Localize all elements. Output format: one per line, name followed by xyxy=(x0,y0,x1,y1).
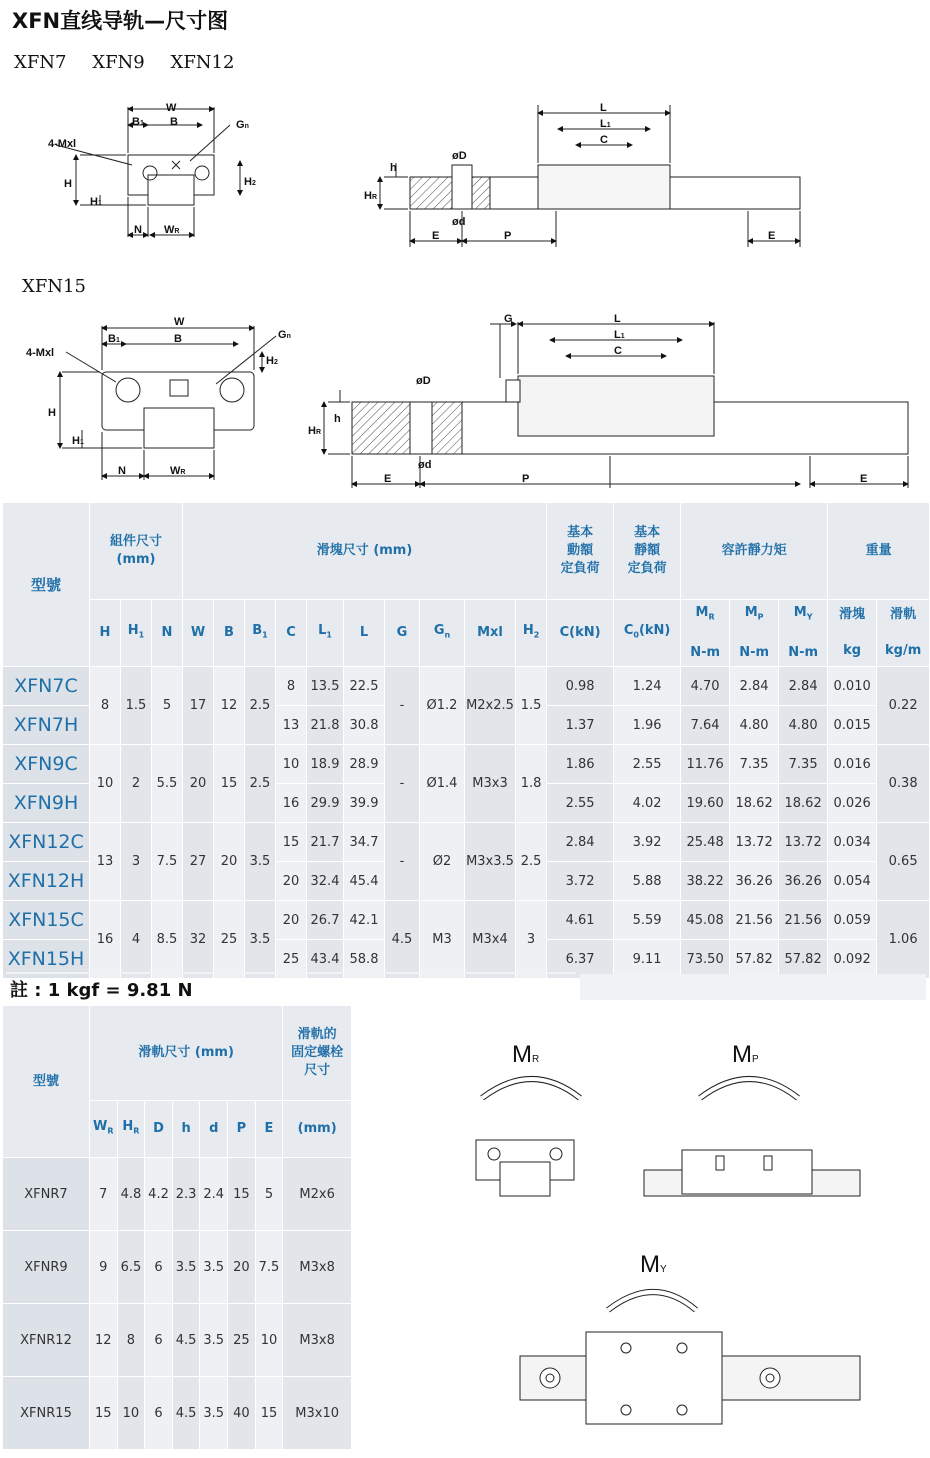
dim-N-label: N xyxy=(134,224,142,236)
rail-header-HR: $H_R$ xyxy=(118,1101,145,1157)
table-cell: 2 xyxy=(121,745,151,822)
header-col-L: L xyxy=(344,600,384,666)
table-cell: 4.8 xyxy=(118,1158,145,1230)
header-block-dims: 滑塊尺寸 (mm) xyxy=(183,503,546,599)
table-cell: 58.8 xyxy=(344,940,384,978)
table-cell: 1.24 xyxy=(614,667,680,705)
table-cell: 1.5 xyxy=(516,667,546,744)
table-cell: 21.56 xyxy=(730,901,778,939)
table-cell: 0.092 xyxy=(828,940,876,978)
dim-L1-label: L1 xyxy=(600,118,611,130)
header-col-MR: $M_R$ N-m xyxy=(681,600,729,666)
table-cell: 1.96 xyxy=(614,706,680,744)
table-cell: 7 xyxy=(90,1158,117,1230)
table-cell: 15 xyxy=(90,1377,117,1449)
table-cell: M3x4 xyxy=(465,901,515,978)
rail-header-P: P xyxy=(228,1101,255,1157)
table-cell: 3 xyxy=(121,823,151,900)
header-col-C: C xyxy=(276,600,306,666)
table-cell: 25 xyxy=(214,901,244,978)
table-cell: 4 xyxy=(121,901,151,978)
table-cell: 0.015 xyxy=(828,706,876,744)
table-cell: 45.08 xyxy=(681,901,729,939)
table-cell: 15 xyxy=(276,823,306,861)
header-col-rail-weight: 滑軌 kg/m xyxy=(877,600,929,666)
dim-phiD-label: øD xyxy=(416,375,431,387)
table-cell: 13.72 xyxy=(730,823,778,861)
table-cell: 1.06 xyxy=(877,901,929,978)
table-cell: 0.38 xyxy=(877,745,929,822)
table-cell: 57.82 xyxy=(730,940,778,978)
table-cell: 16 xyxy=(90,901,120,978)
table-cell: 13.72 xyxy=(779,823,827,861)
block-top-icon xyxy=(520,1332,860,1424)
table-cell: 5.59 xyxy=(614,901,680,939)
header-col-H2: $H_2$ xyxy=(516,600,546,666)
table-cell: M3 xyxy=(420,901,464,978)
model-cell: XFNR7 xyxy=(3,1158,89,1230)
table-cell: 6.37 xyxy=(547,940,613,978)
table-cell: 1.37 xyxy=(547,706,613,744)
header-dynamic-load: 基本 動額 定負荷 xyxy=(547,503,613,599)
header-col-block-weight: 滑塊 kg xyxy=(828,600,876,666)
table-cell: 36.26 xyxy=(730,862,778,900)
dim-phid-label: ød xyxy=(452,216,466,228)
table-cell: Ø1.2 xyxy=(420,667,464,744)
table-cell: 10 xyxy=(256,1304,283,1376)
table-cell: 21.8 xyxy=(307,706,343,744)
table-cell: 5.5 xyxy=(152,745,182,822)
rail-header-bolt-unit: (mm) xyxy=(283,1101,351,1157)
table-cell: 4.80 xyxy=(779,706,827,744)
header-weight: 重量 xyxy=(828,503,929,599)
model-cell: XFN7C xyxy=(3,667,89,705)
table-cell: 22.5 xyxy=(344,667,384,705)
table-cell: 10 xyxy=(90,745,120,822)
model-cell: XFN9H xyxy=(3,784,89,822)
moment-diagrams xyxy=(460,1030,880,1440)
table-cell: 2.5 xyxy=(516,823,546,900)
table-cell: 28.9 xyxy=(344,745,384,783)
dim-E-label: E xyxy=(432,230,440,242)
header-col-B1: $B_1$ xyxy=(245,600,275,666)
dim-phiD-label: øD xyxy=(452,150,467,162)
table-cell: 39.9 xyxy=(344,784,384,822)
table-cell: 0.034 xyxy=(828,823,876,861)
dim-C-label: C xyxy=(600,134,608,146)
table-cell: 9.11 xyxy=(614,940,680,978)
header-model: 型號 xyxy=(3,503,89,666)
unit-note: 註 : 1 kgf = 9.81 N xyxy=(10,980,193,1001)
dim-L-label: L xyxy=(614,313,621,325)
rail-header-model: 型號 xyxy=(3,1006,89,1157)
table-cell: M3x3 xyxy=(465,745,515,822)
header-col-H1: $H_1$ xyxy=(121,600,151,666)
dim-B1-label: B1 xyxy=(132,116,144,128)
table-cell: 2.4 xyxy=(200,1158,227,1230)
header-col-H: H xyxy=(90,600,120,666)
header-col-G: G xyxy=(385,600,419,666)
table-cell: 45.4 xyxy=(344,862,384,900)
table-cell: - xyxy=(385,667,419,744)
table-cell: 2.3 xyxy=(173,1158,200,1230)
table-cell: 3.72 xyxy=(547,862,613,900)
header-col-L1: $L_1$ xyxy=(307,600,343,666)
rail-header-dims: 滑軌尺寸 (mm) xyxy=(90,1006,282,1100)
table-cell: 13 xyxy=(90,823,120,900)
table-cell: 11.76 xyxy=(681,745,729,783)
table-cell: M3x3.5 xyxy=(465,823,515,900)
moment-mp-label: MP xyxy=(732,1041,759,1068)
model-cell: XFN12C xyxy=(3,823,89,861)
model-cell: XFN9C xyxy=(3,745,89,783)
table-cell: Ø1.4 xyxy=(420,745,464,822)
table-cell: 0.65 xyxy=(877,823,929,900)
table-cell: 3 xyxy=(516,901,546,978)
table-cell: 20 xyxy=(276,901,306,939)
moment-mr-label: MR xyxy=(512,1041,540,1068)
table-cell: - xyxy=(385,745,419,822)
dim-H1-label: H1 xyxy=(72,435,84,447)
table-cell: 8 xyxy=(90,667,120,744)
table-cell: 10 xyxy=(118,1377,145,1449)
table-cell: 4.5 xyxy=(385,901,419,978)
header-assembly: 組件尺寸 (mm) xyxy=(90,503,182,599)
table-cell: 6 xyxy=(145,1377,172,1449)
rail-header-D: D xyxy=(145,1101,172,1157)
table-cell: 13.5 xyxy=(307,667,343,705)
table-row xyxy=(3,667,929,705)
table-cell: 3.92 xyxy=(614,823,680,861)
rail-table xyxy=(2,1005,352,1450)
side-view-diagram-small xyxy=(360,95,820,255)
model-cell: XFN12H xyxy=(3,862,89,900)
table-cell: 18.62 xyxy=(730,784,778,822)
table-cell: 16 xyxy=(276,784,306,822)
table-cell: 38.22 xyxy=(681,862,729,900)
dim-W-label: W xyxy=(166,102,177,114)
dim-P-label: P xyxy=(504,230,512,242)
table-cell: 12 xyxy=(90,1304,117,1376)
table-cell: 6 xyxy=(145,1231,172,1303)
table-cell: 4.5 xyxy=(173,1304,200,1376)
table-cell: 3.5 xyxy=(245,901,275,978)
table-cell: M2x6 xyxy=(283,1158,351,1230)
model-cell: XFN7H xyxy=(3,706,89,744)
table-cell: 0.026 xyxy=(828,784,876,822)
table-row xyxy=(3,1158,351,1230)
dim-Gn-label: Gn xyxy=(278,329,291,341)
header-col-MP: $M_P$ N-m xyxy=(730,600,778,666)
table-cell: 27 xyxy=(183,823,213,900)
table-cell: 8 xyxy=(276,667,306,705)
table-cell: 17 xyxy=(183,667,213,744)
table-cell: Ø2 xyxy=(420,823,464,900)
block-side-icon xyxy=(644,1150,860,1196)
dim-H2-label: H2 xyxy=(266,355,278,367)
table-row xyxy=(3,901,929,939)
rail-header-E: E xyxy=(256,1101,283,1157)
table-cell: 36.26 xyxy=(779,862,827,900)
dim-WR-label: WR xyxy=(170,465,186,477)
table-cell: 0.059 xyxy=(828,901,876,939)
spec-table xyxy=(2,502,930,979)
dim-H-label: H xyxy=(64,178,72,190)
table-cell: 0.22 xyxy=(877,667,929,744)
dim-HR-label: HR xyxy=(308,425,322,437)
dim-E-label: E xyxy=(768,230,776,242)
table-cell: 7.5 xyxy=(256,1231,283,1303)
table-cell: 6.5 xyxy=(118,1231,145,1303)
table-cell: 2.55 xyxy=(614,745,680,783)
dim-N-label: N xyxy=(118,465,126,477)
table-cell: 4.5 xyxy=(173,1377,200,1449)
dim-h-label: h xyxy=(334,413,341,425)
table-cell: 2.5 xyxy=(245,745,275,822)
table-cell: M3x8 xyxy=(283,1304,351,1376)
dim-H2-label: H2 xyxy=(244,176,256,188)
model-label: XFN15 xyxy=(22,276,86,297)
table-cell: 20 xyxy=(214,823,244,900)
table-cell: 0.010 xyxy=(828,667,876,705)
table-cell: 0.054 xyxy=(828,862,876,900)
model-label: XFN7 xyxy=(14,52,67,73)
table-cell: 4.02 xyxy=(614,784,680,822)
dim-HR-label: HR xyxy=(364,190,378,202)
header-col-MY: $M_Y$ N-m xyxy=(779,600,827,666)
table-cell: 21.56 xyxy=(779,901,827,939)
model-label: XFN12 xyxy=(170,52,235,73)
table-cell: 2.84 xyxy=(547,823,613,861)
header-col-Mxl: Mxl xyxy=(465,600,515,666)
table-cell: 43.4 xyxy=(307,940,343,978)
table-row xyxy=(3,1304,351,1376)
dim-Gn-label: Gn xyxy=(236,119,249,131)
table-cell: 10 xyxy=(276,745,306,783)
header-static-load: 基本 靜額 定負荷 xyxy=(614,503,680,599)
header-col-Gn: $G_n$ xyxy=(420,600,464,666)
table-cell: 7.35 xyxy=(779,745,827,783)
table-row xyxy=(3,1377,351,1449)
rail-header-h: h xyxy=(173,1101,200,1157)
header-col-Ckn: C(kN) xyxy=(547,600,613,666)
dim-phid-label: ød xyxy=(418,459,432,471)
dim-mxl-label: 4-Mxl xyxy=(48,138,77,150)
table-cell: 1.8 xyxy=(516,745,546,822)
dim-G-label: G xyxy=(504,313,513,325)
model-list-small xyxy=(14,52,254,73)
page-title: XFN直线导轨—尺寸图 xyxy=(12,9,229,33)
table-cell: 4.61 xyxy=(547,901,613,939)
table-cell: 5 xyxy=(152,667,182,744)
table-cell: 18.62 xyxy=(779,784,827,822)
table-cell: 7.64 xyxy=(681,706,729,744)
model-cell: XFNR12 xyxy=(3,1304,89,1376)
header-col-B: B xyxy=(214,600,244,666)
table-cell: 9 xyxy=(90,1231,117,1303)
table-cell: 3.5 xyxy=(245,823,275,900)
model-cell: XFN15H xyxy=(3,940,89,978)
table-cell: M2x2.5 xyxy=(465,667,515,744)
table-cell: 2.84 xyxy=(779,667,827,705)
table-cell: 26.7 xyxy=(307,901,343,939)
table-cell: 25 xyxy=(228,1304,255,1376)
table-cell: 19.60 xyxy=(681,784,729,822)
dim-B-label: B xyxy=(174,333,182,345)
table-cell: 32 xyxy=(183,901,213,978)
dim-B1-label: B1 xyxy=(108,333,120,345)
table-cell: 8.5 xyxy=(152,901,182,978)
table-cell: 42.1 xyxy=(344,901,384,939)
table-cell: 20 xyxy=(276,862,306,900)
note-row xyxy=(0,972,930,1002)
table-cell: M3x10 xyxy=(283,1377,351,1449)
table-row xyxy=(3,1231,351,1303)
table-cell: 2.84 xyxy=(730,667,778,705)
table-cell: M3x8 xyxy=(283,1231,351,1303)
table-cell: 8 xyxy=(118,1304,145,1376)
side-view-diagram-large xyxy=(300,310,920,492)
header-moment: 容許靜力矩 xyxy=(681,503,827,599)
dim-C-label: C xyxy=(614,345,622,357)
dim-E-label: E xyxy=(860,473,868,485)
table-row xyxy=(3,745,929,783)
table-cell: 2.55 xyxy=(547,784,613,822)
moment-my-label: MY xyxy=(640,1251,667,1278)
divider xyxy=(580,974,926,1000)
table-cell: - xyxy=(385,823,419,900)
dim-E-label: E xyxy=(384,473,392,485)
table-cell: 40 xyxy=(228,1377,255,1449)
model-cell: XFN15C xyxy=(3,901,89,939)
model-label: XFN9 xyxy=(92,52,145,73)
dim-P-label: P xyxy=(522,473,530,485)
model-cell: XFNR9 xyxy=(3,1231,89,1303)
table-cell: 3.5 xyxy=(200,1377,227,1449)
rail-header-d: d xyxy=(200,1101,227,1157)
table-cell: 15 xyxy=(256,1377,283,1449)
cross-section-diagram-small xyxy=(40,95,280,245)
header-col-W: W xyxy=(183,600,213,666)
table-row xyxy=(3,823,929,861)
model-list-large xyxy=(22,276,106,297)
dim-L-label: L xyxy=(600,102,607,114)
table-cell: 4.70 xyxy=(681,667,729,705)
rail-header-bolt: 滑軌的 固定螺栓 尺寸 xyxy=(283,1006,351,1100)
cross-section-diagram-large xyxy=(20,312,310,492)
divider xyxy=(6,972,576,974)
model-cell: XFNR15 xyxy=(3,1377,89,1449)
table-cell: 20 xyxy=(183,745,213,822)
table-cell: 1.5 xyxy=(121,667,151,744)
table-cell: 25 xyxy=(276,940,306,978)
table-cell: 15 xyxy=(214,745,244,822)
table-cell: 20 xyxy=(228,1231,255,1303)
table-cell: 21.7 xyxy=(307,823,343,861)
table-cell: 6 xyxy=(145,1304,172,1376)
dim-h-label: h xyxy=(390,162,397,174)
table-cell: 18.9 xyxy=(307,745,343,783)
table-cell: 5 xyxy=(256,1158,283,1230)
table-cell: 13 xyxy=(276,706,306,744)
table-cell: 29.9 xyxy=(307,784,343,822)
table-cell: 3.5 xyxy=(173,1231,200,1303)
dim-mxl-label: 4-Mxl xyxy=(26,347,55,359)
header-col-C0: $C_0(kN)$ xyxy=(614,600,680,666)
table-cell: 2.5 xyxy=(245,667,275,744)
header-col-N: N xyxy=(152,600,182,666)
dim-H1-label: H1 xyxy=(90,196,102,208)
table-cell: 57.82 xyxy=(779,940,827,978)
table-cell: 34.7 xyxy=(344,823,384,861)
block-front-icon xyxy=(476,1140,574,1196)
table-cell: 7.5 xyxy=(152,823,182,900)
table-cell: 4.2 xyxy=(145,1158,172,1230)
table-cell: 3.5 xyxy=(200,1304,227,1376)
table-cell: 73.50 xyxy=(681,940,729,978)
rail-header-WR: $W_R$ xyxy=(90,1101,117,1157)
table-cell: 0.98 xyxy=(547,667,613,705)
table-cell: 4.80 xyxy=(730,706,778,744)
table-cell: 12 xyxy=(214,667,244,744)
dim-B-label: B xyxy=(170,116,178,128)
dim-H-label: H xyxy=(48,407,56,419)
table-cell: 15 xyxy=(228,1158,255,1230)
table-cell: 30.8 xyxy=(344,706,384,744)
table-cell: 5.88 xyxy=(614,862,680,900)
dim-W-label: W xyxy=(174,316,185,328)
table-cell: 1.86 xyxy=(547,745,613,783)
table-cell: 32.4 xyxy=(307,862,343,900)
dim-WR-label: WR xyxy=(164,224,180,236)
table-cell: 25.48 xyxy=(681,823,729,861)
table-cell: 3.5 xyxy=(200,1231,227,1303)
dim-L1-label: L1 xyxy=(614,329,625,341)
table-cell: 7.35 xyxy=(730,745,778,783)
table-cell: 0.016 xyxy=(828,745,876,783)
